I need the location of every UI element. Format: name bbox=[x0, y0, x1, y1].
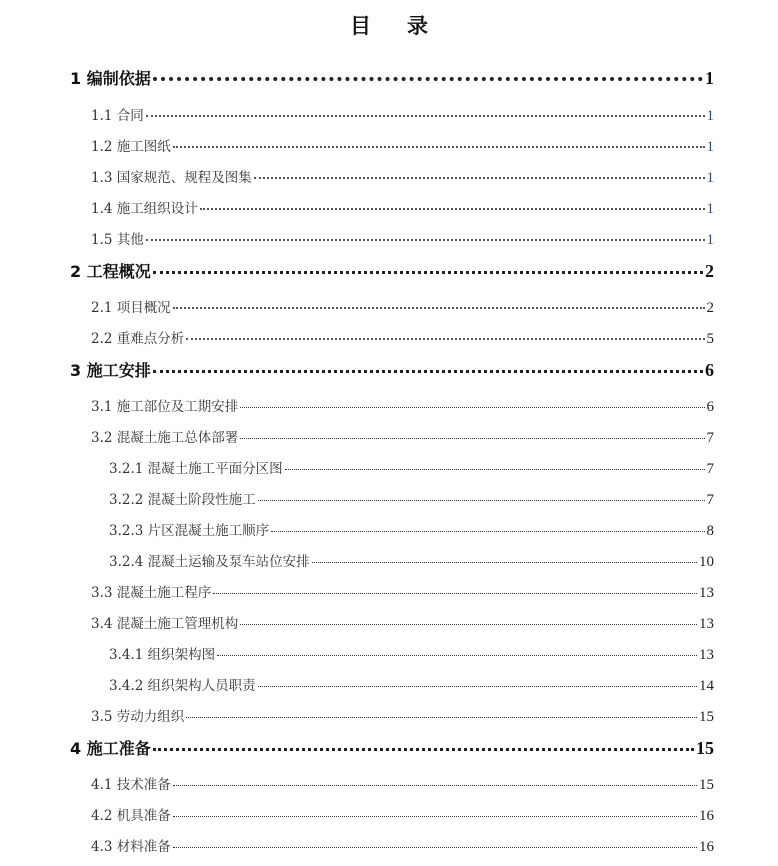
toc-entry-page-number: 1 bbox=[706, 170, 714, 186]
toc-entry[interactable] bbox=[91, 705, 714, 726]
toc-entry-label: 3.2.3 片区混凝土施工顺序 bbox=[109, 523, 270, 539]
toc-entry[interactable] bbox=[91, 395, 714, 416]
toc-entry[interactable] bbox=[91, 612, 714, 633]
dot-leader bbox=[285, 460, 705, 474]
dot-leader bbox=[153, 738, 694, 754]
toc-entry-label: 3 施工安排 bbox=[70, 361, 151, 380]
toc-entry-label: 3.2.4 混凝土运输及泵车站位安排 bbox=[109, 554, 310, 570]
toc-entry[interactable] bbox=[91, 135, 714, 156]
toc-entry[interactable] bbox=[109, 519, 714, 540]
toc-entry[interactable] bbox=[109, 550, 714, 571]
toc-entry-page-number: 7 bbox=[706, 461, 714, 477]
toc-entry-page-number: 1 bbox=[706, 201, 714, 217]
toc-entry-page-number: 15 bbox=[696, 738, 714, 758]
toc-entry-label: 2.1 项目概况 bbox=[91, 300, 171, 316]
toc-entry-page-number: 6 bbox=[705, 360, 714, 380]
toc-entry[interactable] bbox=[70, 736, 714, 759]
toc-entry[interactable] bbox=[91, 327, 714, 348]
toc-entry-page-number: 2 bbox=[706, 300, 714, 316]
dot-leader bbox=[312, 553, 697, 567]
toc-entry-page-number: 7 bbox=[706, 492, 714, 508]
toc-entry[interactable] bbox=[70, 259, 714, 282]
dot-leader bbox=[173, 838, 697, 852]
toc-entry[interactable] bbox=[91, 835, 714, 856]
dot-leader bbox=[217, 646, 697, 660]
toc-entry[interactable] bbox=[91, 773, 714, 794]
toc-entry[interactable] bbox=[91, 581, 714, 602]
toc-entry[interactable] bbox=[91, 296, 714, 317]
dot-leader bbox=[213, 584, 697, 598]
toc-entry-page-number: 13 bbox=[699, 616, 714, 632]
dot-leader bbox=[153, 360, 703, 376]
toc-entry-page-number: 8 bbox=[706, 523, 714, 539]
toc-entry-page-number: 6 bbox=[706, 399, 714, 415]
dot-leader bbox=[153, 261, 703, 277]
toc-entry-label: 2.2 重难点分析 bbox=[91, 331, 185, 347]
toc-entry-label: 3.4.2 组织架构人员职责 bbox=[109, 678, 256, 694]
toc-entry[interactable] bbox=[109, 643, 714, 664]
toc-entry-page-number: 1 bbox=[705, 68, 714, 88]
toc-entry-label: 4.1 技术准备 bbox=[91, 777, 171, 793]
toc-entry-label: 3.2 混凝土施工总体部署 bbox=[91, 430, 239, 446]
toc-entry-label: 4.3 材料准备 bbox=[91, 839, 171, 855]
toc-entry[interactable] bbox=[91, 426, 714, 447]
toc-entry-page-number: 14 bbox=[699, 678, 714, 694]
toc-entry-page-number: 2 bbox=[705, 261, 714, 281]
toc-entry-label: 3.5 劳动力组织 bbox=[91, 709, 185, 725]
toc-entry-page-number: 16 bbox=[699, 839, 714, 855]
toc-entry-label: 1.5 其他 bbox=[91, 232, 144, 248]
toc-entry-page-number: 5 bbox=[706, 331, 714, 347]
toc-entry-label: 1.1 合同 bbox=[91, 108, 144, 124]
toc-entry-label: 1.2 施工图纸 bbox=[91, 139, 171, 155]
dot-leader bbox=[146, 231, 705, 245]
dot-leader bbox=[173, 776, 697, 790]
toc-entry-label: 3.4 混凝土施工管理机构 bbox=[91, 616, 239, 632]
dot-leader bbox=[173, 138, 705, 152]
toc-entry[interactable] bbox=[109, 488, 714, 509]
toc-entry-label: 3.2.2 混凝土阶段性施工 bbox=[109, 492, 256, 508]
toc-entry-page-number: 13 bbox=[699, 585, 714, 601]
toc-entry-label: 2 工程概况 bbox=[70, 262, 151, 281]
toc-entry[interactable] bbox=[109, 457, 714, 478]
toc-entry-label: 4 施工准备 bbox=[70, 739, 151, 758]
dot-leader bbox=[186, 708, 697, 722]
toc-entry-label: 3.4.1 组织架构图 bbox=[109, 647, 216, 663]
toc-entry[interactable] bbox=[109, 674, 714, 695]
dot-leader bbox=[146, 107, 705, 121]
dot-leader bbox=[186, 330, 704, 344]
dot-leader bbox=[240, 398, 704, 412]
toc-entry-page-number: 13 bbox=[699, 647, 714, 663]
toc-entry-page-number: 1 bbox=[706, 232, 714, 248]
dot-leader bbox=[173, 299, 705, 313]
toc-entry-page-number: 16 bbox=[699, 808, 714, 824]
toc-entry-label: 3.2.1 混凝土施工平面分区图 bbox=[109, 461, 283, 477]
toc-entry[interactable] bbox=[91, 197, 714, 218]
dot-leader bbox=[258, 677, 697, 691]
toc-entry[interactable] bbox=[91, 104, 714, 125]
dot-leader bbox=[200, 200, 705, 214]
toc-entry-page-number: 15 bbox=[699, 709, 714, 725]
dot-leader bbox=[271, 522, 704, 536]
toc-entry[interactable] bbox=[70, 358, 714, 381]
toc-title-right: 录 bbox=[407, 14, 428, 38]
toc-entry-page-number: 1 bbox=[706, 108, 714, 124]
toc-entry[interactable] bbox=[91, 166, 714, 187]
toc-entry-label: 4.2 机具准备 bbox=[91, 808, 171, 824]
dot-leader bbox=[240, 429, 704, 443]
toc-entry-page-number: 1 bbox=[706, 139, 714, 155]
dot-leader bbox=[173, 807, 697, 821]
toc-entry-label: 1.4 施工组织设计 bbox=[91, 201, 198, 217]
dot-leader bbox=[153, 68, 703, 84]
toc-entry[interactable] bbox=[91, 804, 714, 825]
toc-entry-page-number: 15 bbox=[699, 777, 714, 793]
dot-leader bbox=[254, 169, 705, 183]
toc-entry-label: 3.1 施工部位及工期安排 bbox=[91, 399, 239, 415]
toc-title bbox=[0, 10, 778, 40]
toc-entry-label: 1 编制依据 bbox=[70, 69, 151, 88]
toc-entry-page-number: 7 bbox=[706, 430, 714, 446]
dot-leader bbox=[258, 491, 705, 505]
toc-entry-label: 3.3 混凝土施工程序 bbox=[91, 585, 212, 601]
toc-entry-label: 1.3 国家规范、规程及图集 bbox=[91, 170, 252, 186]
toc-title-left: 目 bbox=[350, 14, 371, 38]
toc-entry-page-number: 10 bbox=[699, 554, 714, 570]
dot-leader bbox=[240, 615, 697, 629]
toc-entry[interactable] bbox=[91, 228, 714, 249]
toc-entry[interactable] bbox=[70, 66, 714, 89]
